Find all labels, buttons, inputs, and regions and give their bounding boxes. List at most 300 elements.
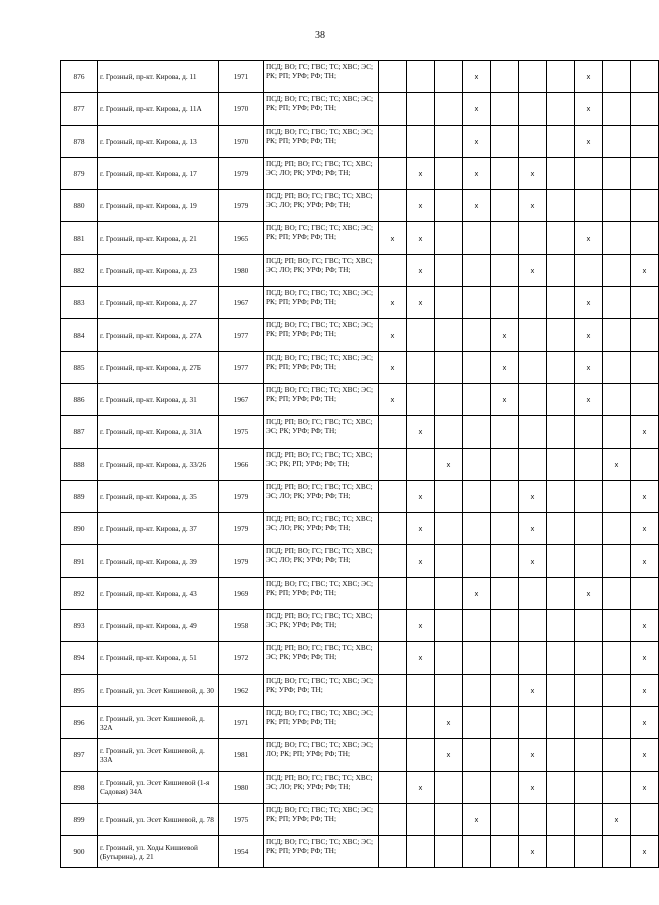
row-works-list: ПСД; РП; ВО; ГС; ГВС; ТС; ХВС; ЭС; РК; УРФ; РФ; ТН; [264,416,379,448]
row-mark-cell [491,93,519,125]
row-mark-cell [491,480,519,512]
row-year: 1967 [219,287,264,319]
row-address: г. Грозный, ул. Эсет Кишиевой, д. 33А [98,739,219,771]
row-mark-cell [435,351,463,383]
row-mark-cell [435,222,463,254]
row-year: 1970 [219,125,264,157]
row-mark-cell: x [575,93,603,125]
row-mark-cell [547,739,575,771]
row-number: 881 [61,222,98,254]
row-mark-cell: x [631,254,659,286]
row-number: 878 [61,125,98,157]
row-works-list: ПСД; ВО; ГС; ГВС; ТС; ХВС; ЭС; РК; РП; УРФ; РФ; ТН; [264,93,379,125]
row-address: г. Грозный, пр-кт. Кирова, д. 27 [98,287,219,319]
table-row [61,448,659,480]
row-mark-cell [463,610,491,642]
row-mark-cell [491,577,519,609]
row-mark-cell [603,545,631,577]
row-mark-cell [379,157,407,189]
row-year: 1979 [219,190,264,222]
row-address: г. Грозный, пр-кт. Кирова, д. 11 [98,61,219,93]
row-mark-cell [379,93,407,125]
row-address: г. Грозный, пр-кт. Кирова, д. 31А [98,416,219,448]
row-mark-cell: x [407,545,435,577]
row-mark-cell [575,416,603,448]
row-mark-cell [547,351,575,383]
row-mark-cell: x [407,642,435,674]
row-mark-cell [519,416,547,448]
row-number: 899 [61,803,98,835]
row-number: 884 [61,319,98,351]
row-mark-cell: x [463,125,491,157]
row-mark-cell [435,577,463,609]
row-address: г. Грозный, пр-кт. Кирова, д. 17 [98,157,219,189]
row-mark-cell [547,480,575,512]
row-mark-cell [547,190,575,222]
row-mark-cell [603,836,631,868]
row-mark-cell [463,383,491,415]
row-mark-cell: x [435,448,463,480]
row-mark-cell [631,448,659,480]
row-mark-cell [631,93,659,125]
row-works-list: ПСД; РП; ВО; ГС; ГВС; ТС; ХВС; ЭС; ЛО; РК; УРФ; РФ; ТН; [264,480,379,512]
row-mark-cell [631,61,659,93]
row-mark-cell [379,61,407,93]
row-works-list: ПСД; РП; ВО; ГС; ГВС; ТС; ХВС; ЭС; РК; РП; УРФ; РФ; ТН; [264,448,379,480]
row-mark-cell [491,610,519,642]
row-mark-cell [547,383,575,415]
row-mark-cell [575,674,603,706]
row-mark-cell [519,351,547,383]
row-number: 896 [61,706,98,738]
row-mark-cell [519,577,547,609]
row-mark-cell [407,836,435,868]
page-number: 38 [315,30,325,41]
row-mark-cell: x [575,125,603,157]
row-works-list: ПСД; РП; ВО; ГС; ГВС; ТС; ХВС; ЭС; ЛО; РК; УРФ; РФ; ТН; [264,513,379,545]
row-mark-cell: x [631,513,659,545]
row-works-list: ПСД; РП; ВО; ГС; ГВС; ТС; ХВС; ЭС; РК; УРФ; РФ; ТН; [264,642,379,674]
row-mark-cell: x [631,771,659,803]
row-mark-cell [491,771,519,803]
row-year: 1975 [219,416,264,448]
row-mark-cell [435,674,463,706]
row-mark-cell [603,610,631,642]
row-mark-cell: x [463,157,491,189]
row-works-list: ПСД; ВО; ГС; ГВС; ТС; ХВС; ЭС; РК; РП; УРФ; РФ; ТН; [264,836,379,868]
table-row [61,287,659,319]
row-mark-cell [575,254,603,286]
row-mark-cell [547,125,575,157]
table-row [61,222,659,254]
row-mark-cell [575,448,603,480]
row-mark-cell [547,61,575,93]
row-mark-cell [435,513,463,545]
row-mark-cell [547,254,575,286]
table-row [61,125,659,157]
table-row [61,319,659,351]
table-row [61,642,659,674]
row-mark-cell [603,577,631,609]
row-mark-cell [603,287,631,319]
row-mark-cell: x [631,610,659,642]
row-address: г. Грозный, пр-кт. Кирова, д. 49 [98,610,219,642]
row-mark-cell: x [631,674,659,706]
row-year: 1971 [219,61,264,93]
row-mark-cell [407,319,435,351]
row-mark-cell [603,351,631,383]
row-mark-cell: x [463,61,491,93]
row-mark-cell [407,803,435,835]
table-row [61,577,659,609]
row-mark-cell [407,125,435,157]
row-mark-cell [463,836,491,868]
row-mark-cell [491,448,519,480]
table-row [61,836,659,868]
row-works-list: ПСД; ВО; ГС; ГВС; ТС; ХВС; ЭС; ЛО; РК; РП; УРФ; РФ; ТН; [264,739,379,771]
row-mark-cell [603,61,631,93]
row-year: 1972 [219,642,264,674]
row-mark-cell: x [407,222,435,254]
row-mark-cell [547,157,575,189]
row-address: г. Грозный, ул. Эсет Кишиевой (1-я Садовая) 34А [98,771,219,803]
row-mark-cell [463,674,491,706]
row-mark-cell [379,577,407,609]
table-row [61,254,659,286]
row-mark-cell [435,642,463,674]
row-mark-cell [603,739,631,771]
row-mark-cell [435,125,463,157]
row-address: г. Грозный, пр-кт. Кирова, д. 23 [98,254,219,286]
row-mark-cell [379,480,407,512]
row-number: 897 [61,739,98,771]
row-mark-cell [575,706,603,738]
row-mark-cell [575,157,603,189]
row-mark-cell [603,190,631,222]
row-address: г. Грозный, пр-кт. Кирова, д. 33/26 [98,448,219,480]
table-row [61,190,659,222]
row-works-list: ПСД; ВО; ГС; ГВС; ТС; ХВС; ЭС; РК; РП; УРФ; РФ; ТН; [264,61,379,93]
row-mark-cell [379,448,407,480]
row-year: 1962 [219,674,264,706]
row-mark-cell [435,836,463,868]
row-mark-cell: x [519,836,547,868]
row-mark-cell: x [379,351,407,383]
row-mark-cell [575,545,603,577]
row-mark-cell [463,351,491,383]
row-mark-cell: x [407,610,435,642]
row-mark-cell [631,157,659,189]
table-row [61,351,659,383]
row-mark-cell: x [631,706,659,738]
row-address: г. Грозный, пр-кт. Кирова, д. 43 [98,577,219,609]
row-mark-cell [575,642,603,674]
row-mark-cell [547,93,575,125]
row-mark-cell: x [575,351,603,383]
row-mark-cell [547,513,575,545]
row-mark-cell [463,642,491,674]
row-mark-cell [491,254,519,286]
row-year: 1967 [219,383,264,415]
row-year: 1966 [219,448,264,480]
table-row [61,706,659,738]
row-mark-cell [519,383,547,415]
row-mark-cell: x [631,416,659,448]
row-works-list: ПСД; ВО; ГС; ГВС; ТС; ХВС; ЭС; РК; УРФ; РФ; ТН; [264,674,379,706]
row-address: г. Грозный, пр-кт. Кирова, д. 13 [98,125,219,157]
row-number: 876 [61,61,98,93]
row-year: 1970 [219,93,264,125]
row-mark-cell [631,287,659,319]
row-mark-cell [519,222,547,254]
row-number: 887 [61,416,98,448]
row-works-list: ПСД; ВО; ГС; ГВС; ТС; ХВС; ЭС; РК; РП; УРФ; РФ; ТН; [264,351,379,383]
row-mark-cell [547,448,575,480]
row-number: 898 [61,771,98,803]
row-mark-cell [519,319,547,351]
row-mark-cell: x [519,190,547,222]
row-year: 1980 [219,254,264,286]
registry-table-body [61,61,659,868]
row-mark-cell: x [463,190,491,222]
row-mark-cell [491,125,519,157]
row-mark-cell [435,480,463,512]
row-mark-cell [603,416,631,448]
row-mark-cell [603,222,631,254]
row-mark-cell [519,93,547,125]
row-mark-cell [631,351,659,383]
row-works-list: ПСД; РП; ВО; ГС; ГВС; ТС; ХВС; ЭС; ЛО; РК; УРФ; РФ; ТН; [264,190,379,222]
row-works-list: ПСД; ВО; ГС; ГВС; ТС; ХВС; ЭС; РК; РП; УРФ; РФ; ТН; [264,577,379,609]
row-mark-cell [491,157,519,189]
row-year: 1971 [219,706,264,738]
row-mark-cell: x [519,157,547,189]
housing-registry-table [60,60,659,868]
row-works-list: ПСД; ВО; ГС; ГВС; ТС; ХВС; ЭС; РК; РП; УРФ; РФ; ТН; [264,706,379,738]
row-number: 893 [61,610,98,642]
row-mark-cell [575,480,603,512]
row-mark-cell [547,803,575,835]
row-number: 889 [61,480,98,512]
row-mark-cell [547,771,575,803]
row-address: г. Грозный, ул. Эсет Кишиевой, д. 32А [98,706,219,738]
row-mark-cell [631,222,659,254]
row-year: 1975 [219,803,264,835]
row-mark-cell: x [519,674,547,706]
row-mark-cell [603,480,631,512]
row-mark-cell [575,836,603,868]
row-mark-cell: x [575,61,603,93]
table-row [61,157,659,189]
row-mark-cell [519,448,547,480]
table-row [61,803,659,835]
row-mark-cell [379,513,407,545]
row-mark-cell: x [379,222,407,254]
row-mark-cell [603,771,631,803]
row-mark-cell [463,448,491,480]
row-mark-cell: x [407,513,435,545]
row-mark-cell [603,383,631,415]
row-mark-cell [603,93,631,125]
row-mark-cell [435,383,463,415]
row-mark-cell [603,513,631,545]
row-mark-cell [519,61,547,93]
row-mark-cell [463,480,491,512]
row-mark-cell [463,513,491,545]
row-mark-cell [379,190,407,222]
row-mark-cell [631,803,659,835]
row-mark-cell [379,254,407,286]
row-mark-cell [575,190,603,222]
row-mark-cell [491,61,519,93]
row-mark-cell [407,674,435,706]
row-mark-cell: x [463,93,491,125]
row-mark-cell [603,706,631,738]
row-mark-cell [547,836,575,868]
row-year: 1979 [219,480,264,512]
row-number: 880 [61,190,98,222]
row-mark-cell [463,222,491,254]
row-mark-cell [547,319,575,351]
row-mark-cell [491,706,519,738]
row-works-list: ПСД; РП; ВО; ГС; ГВС; ТС; ХВС; ЭС; РК; УРФ; РФ; ТН; [264,610,379,642]
row-mark-cell: x [407,254,435,286]
row-mark-cell [575,771,603,803]
row-number: 892 [61,577,98,609]
row-address: г. Грозный, ул. Эсет Кишиевой, д. 78 [98,803,219,835]
row-mark-cell: x [631,836,659,868]
row-mark-cell: x [575,383,603,415]
row-number: 879 [61,157,98,189]
row-mark-cell [435,803,463,835]
row-mark-cell [491,222,519,254]
row-mark-cell [435,287,463,319]
row-mark-cell [547,674,575,706]
row-mark-cell [575,739,603,771]
row-mark-cell [379,642,407,674]
row-mark-cell [435,771,463,803]
row-mark-cell: x [407,480,435,512]
row-mark-cell [631,190,659,222]
row-mark-cell [407,383,435,415]
row-works-list: ПСД; РП; ВО; ГС; ГВС; ТС; ХВС; ЭС; ЛО; РК; УРФ; РФ; ТН; [264,771,379,803]
row-address: г. Грозный, пр-кт. Кирова, д. 35 [98,480,219,512]
row-mark-cell: x [463,803,491,835]
row-mark-cell [379,771,407,803]
row-mark-cell [463,416,491,448]
row-mark-cell [379,739,407,771]
row-mark-cell [631,577,659,609]
row-mark-cell: x [379,287,407,319]
row-address: г. Грозный, пр-кт. Кирова, д. 31 [98,383,219,415]
row-works-list: ПСД; ВО; ГС; ГВС; ТС; ХВС; ЭС; РК; РП; УРФ; РФ; ТН; [264,383,379,415]
row-mark-cell: x [491,351,519,383]
row-mark-cell [379,803,407,835]
row-mark-cell [547,545,575,577]
row-mark-cell [631,319,659,351]
row-address: г. Грозный, пр-кт. Кирова, д. 39 [98,545,219,577]
row-mark-cell [407,739,435,771]
row-mark-cell [435,319,463,351]
table-row [61,513,659,545]
row-mark-cell [491,642,519,674]
row-mark-cell [631,125,659,157]
row-mark-cell [603,674,631,706]
row-mark-cell: x [575,287,603,319]
table-row [61,674,659,706]
row-works-list: ПСД; ВО; ГС; ГВС; ТС; ХВС; ЭС; РК; РП; УРФ; РФ; ТН; [264,319,379,351]
row-year: 1979 [219,545,264,577]
row-mark-cell: x [491,319,519,351]
row-mark-cell [603,642,631,674]
row-address: г. Грозный, пр-кт. Кирова, д. 37 [98,513,219,545]
row-mark-cell [435,416,463,448]
row-mark-cell [603,125,631,157]
row-mark-cell [379,416,407,448]
row-mark-cell [547,222,575,254]
row-mark-cell: x [603,448,631,480]
row-year: 1977 [219,351,264,383]
row-mark-cell [463,706,491,738]
table-row [61,416,659,448]
row-mark-cell [379,836,407,868]
row-year: 1954 [219,836,264,868]
row-mark-cell: x [407,157,435,189]
table-row [61,739,659,771]
row-mark-cell: x [407,190,435,222]
row-mark-cell [631,383,659,415]
row-mark-cell: x [519,771,547,803]
row-mark-cell [379,610,407,642]
table-row [61,771,659,803]
row-mark-cell: x [519,480,547,512]
row-mark-cell [435,545,463,577]
row-mark-cell [435,610,463,642]
row-mark-cell [491,416,519,448]
row-year: 1981 [219,739,264,771]
row-mark-cell [547,287,575,319]
row-number: 877 [61,93,98,125]
row-mark-cell [435,254,463,286]
row-year: 1969 [219,577,264,609]
row-mark-cell: x [603,803,631,835]
row-mark-cell [463,739,491,771]
row-mark-cell: x [575,577,603,609]
row-year: 1958 [219,610,264,642]
row-mark-cell [519,803,547,835]
row-works-list: ПСД; ВО; ГС; ГВС; ТС; ХВС; ЭС; РК; РП; УРФ; РФ; ТН; [264,803,379,835]
row-mark-cell [491,803,519,835]
row-mark-cell [463,254,491,286]
row-mark-cell [491,190,519,222]
table-row [61,61,659,93]
row-mark-cell [491,513,519,545]
row-mark-cell: x [407,287,435,319]
table-row [61,383,659,415]
row-mark-cell [491,545,519,577]
row-mark-cell: x [407,771,435,803]
row-mark-cell [575,803,603,835]
row-mark-cell [491,836,519,868]
row-mark-cell [547,706,575,738]
row-mark-cell [379,125,407,157]
row-mark-cell: x [435,706,463,738]
row-mark-cell [407,93,435,125]
row-number: 895 [61,674,98,706]
row-mark-cell: x [631,480,659,512]
row-mark-cell [519,287,547,319]
table-row [61,545,659,577]
